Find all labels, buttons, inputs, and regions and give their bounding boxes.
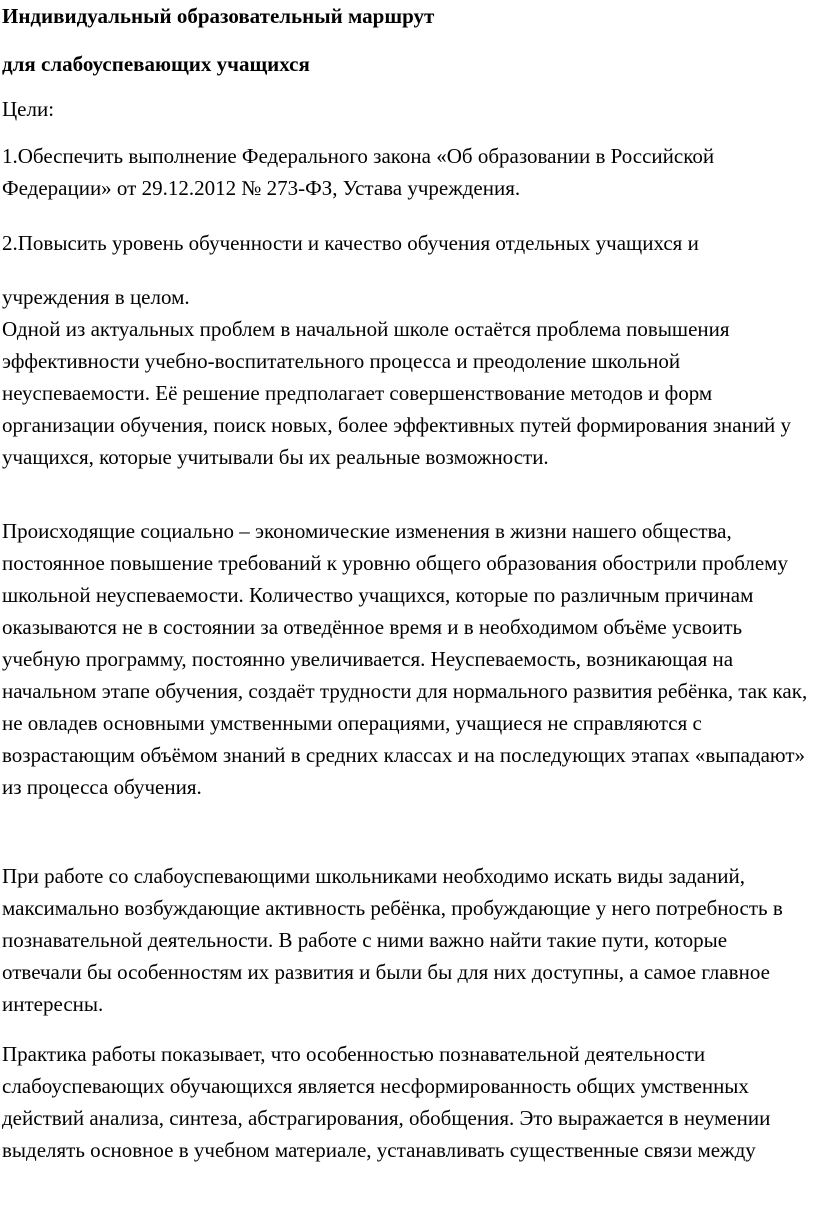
body-paragraph-4: Практика работы показывает, что особенностью познавательной деятельности слабоуспевающих обучающихся является несформированность общих умственных действий анализа, синтеза, абстрагирования, обобщения. Это выражается в неумении выделять основное в учебном материале, устанавливать существенные связи между [2, 1042, 771, 1162]
body-paragraph-3: При работе со слабоуспевающими школьниками необходимо искать виды заданий, максимально возбуждающие активность ребёнка, пробуждающие у него потребность в познавательной деятельности. В работе с ними важно найти такие пути, которые отвечали бы особенностям их развития и были бы для них доступны, а самое главное интересны. [2, 864, 783, 1016]
body-paragraph-1: Одной из актуальных проблем в начальной школе остаётся проблема повышения эффективности учебно-воспитательного процесса и преодоление школьной неуспеваемости. Её решение предполагает совершенствование методов и форм организации обучения, поиск новых, более эффективных путей формирования знаний у учащихся, которые учитывали бы их реальные возможности. [2, 317, 792, 469]
document-title-line-2: для слабоуспевающих учащихся [2, 52, 310, 76]
goal-2-paragraph: 2.Повысить уровень обученности и качество обучения отдельных учащихся и учреждения в целом. [2, 231, 699, 309]
goals-label: Цели: [2, 97, 55, 121]
body-paragraph-2: Происходящие социально – экономические изменения в жизни нашего общества, постоянное повышение требований к уровню общего образования обострили проблему школьной неуспеваемости. Количество учащихся, которые по различным причинам оказываются не в состоянии за отведённое время и в необходимом объёме усвоить учебную программу, постоянно увеличивается. Неуспеваемость, возникающая на начальном этапе обучения, создаёт трудности для нормального развития ребёнка, так как, не овладев основными умственными операциями, учащиеся не справляются с возрастающим объёмом знаний в средних классах и на последующих этапах «выпадают» из процесса обучения. [2, 519, 808, 799]
goal-1-paragraph: 1.Обеспечить выполнение Федерального закона «Об образовании в Российской Федерации» от 29.12.2012 № 273-ФЗ, Устава учреждения. [2, 144, 715, 200]
document-title-line-1: Индивидуальный образовательный маршрут [2, 4, 435, 28]
